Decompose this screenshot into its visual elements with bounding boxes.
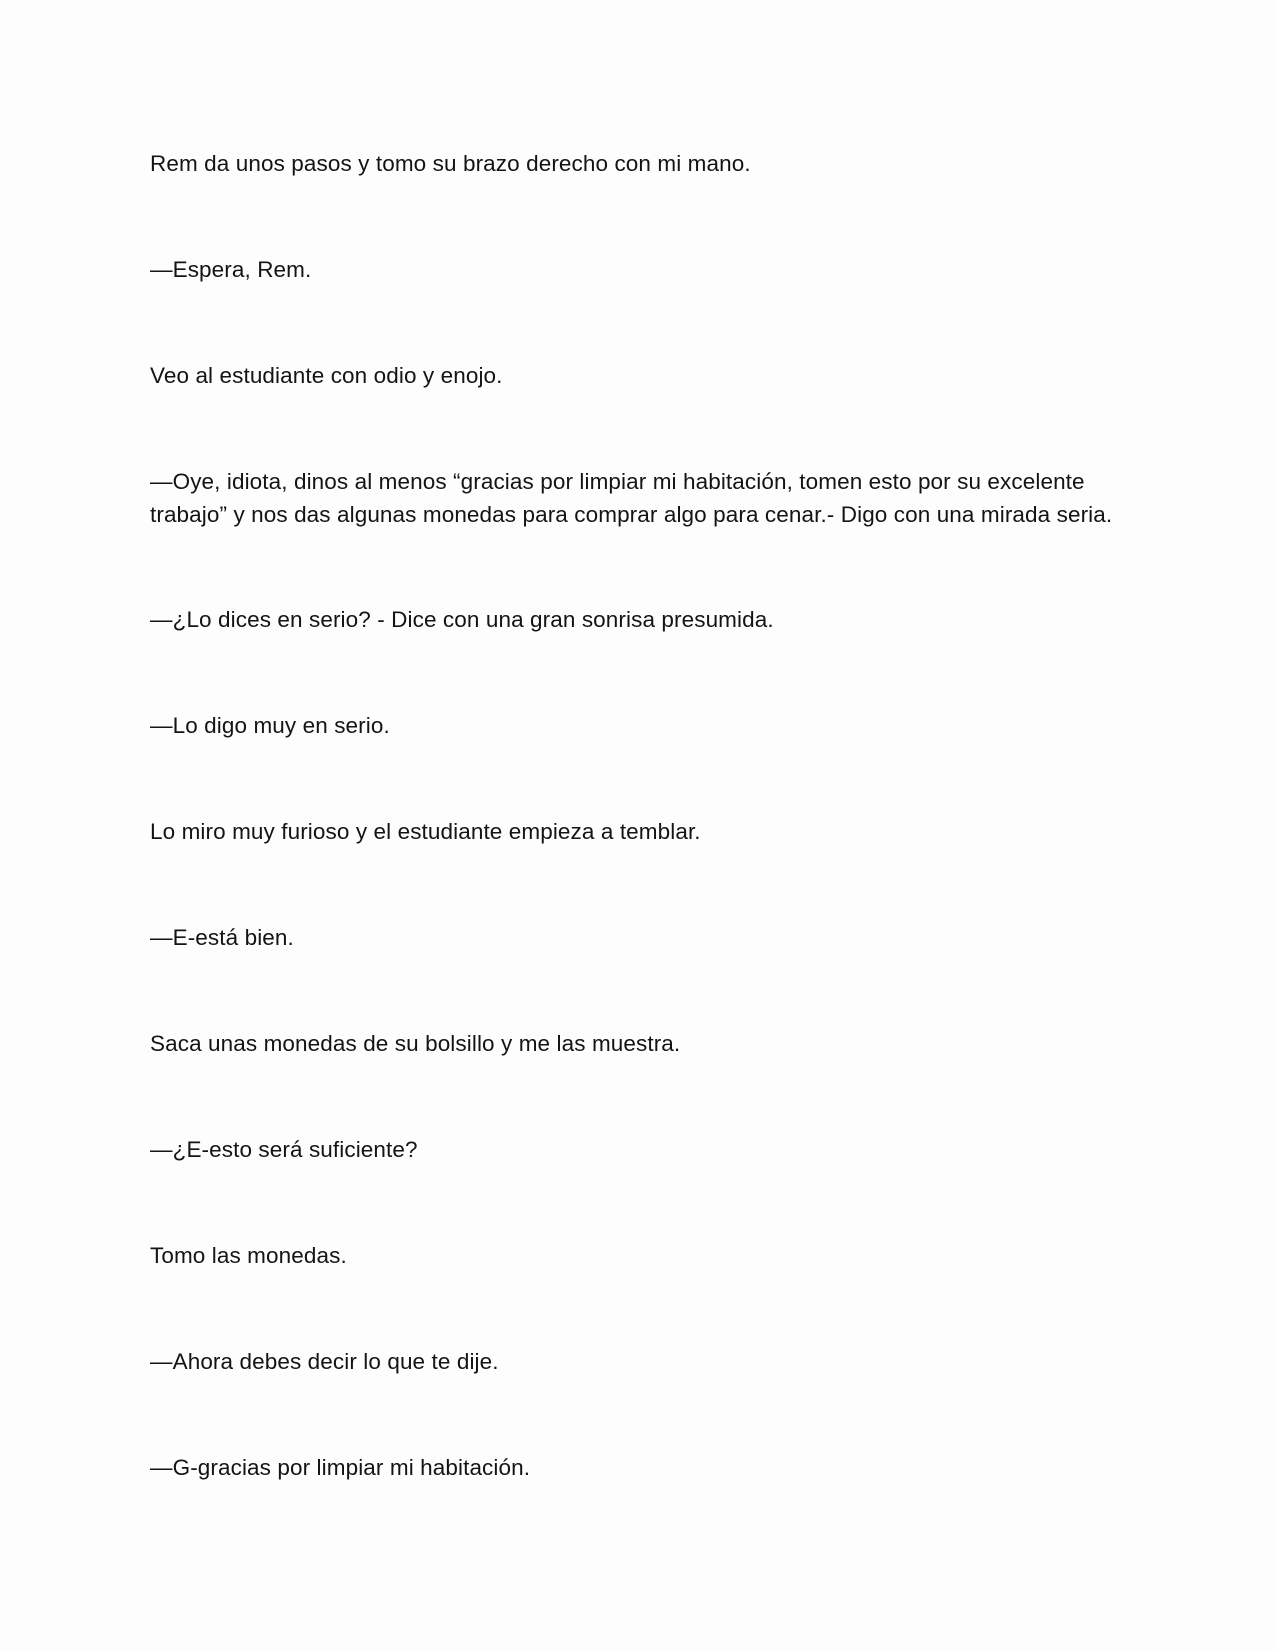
paragraph: —G-gracias por limpiar mi habitación. [150,1455,531,1480]
paragraph: —Oye, idiota, dinos al menos “gracias por limpiar mi habitación, tomen esto por su excelente trabajo” y nos das algunas monedas para comprar algo para cenar.- Digo con una mirada seria. [150,469,1113,527]
paragraph: Saca unas monedas de su bolsillo y me las muestra. [150,1031,681,1056]
paragraph: —Lo digo muy en serio. [150,713,390,738]
paragraph: —E-está bien. [150,925,294,950]
paragraph: —¿E-esto será suficiente? [150,1137,418,1162]
paragraph: Rem da unos pasos y tomo su brazo derecho con mi mano. [150,151,751,176]
paragraph: Lo miro muy furioso y el estudiante empieza a temblar. [150,819,701,844]
paragraph: Veo al estudiante con odio y enojo. [150,363,503,388]
paragraph: —Espera, Rem. [150,257,312,282]
paragraph: Tomo las monedas. [150,1243,347,1268]
paragraph: —Ahora debes decir lo que te dije. [150,1349,499,1374]
paragraph: —¿Lo dices en serio? - Dice con una gran sonrisa presumida. [150,607,774,632]
